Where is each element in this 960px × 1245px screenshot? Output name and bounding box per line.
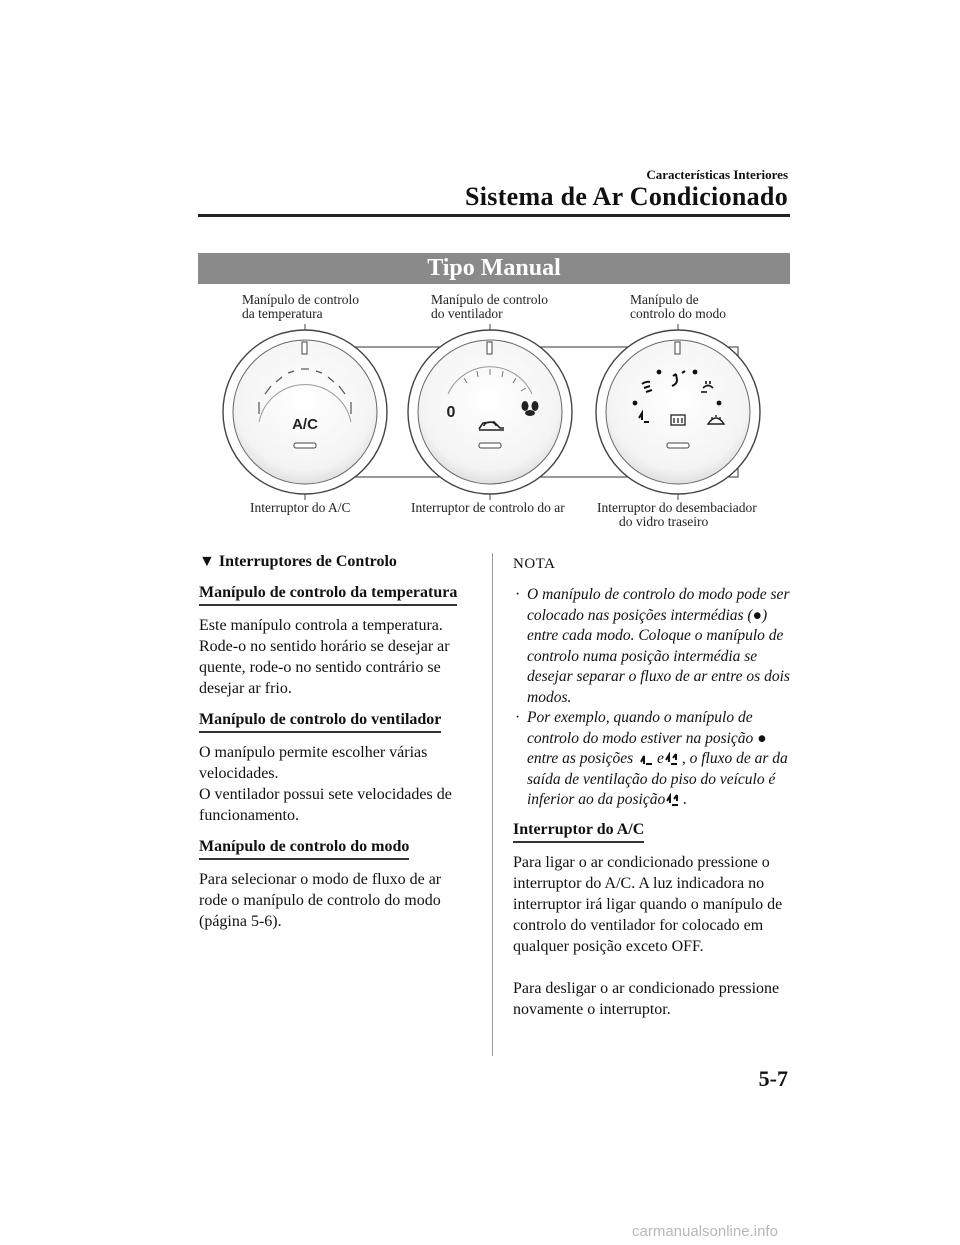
callout-fan-dial: [431, 293, 548, 321]
fan-text-1: O manípulo permite escolher várias velocidades.: [199, 744, 428, 782]
callout-temp-line2: da temperatura: [242, 306, 323, 321]
header-rule: [198, 214, 790, 217]
note1-text-b: ) entre cada modo. Coloque o manípulo de controlo numa posição intermédia se desejar separar o fluxo de ar entre os dois modos.: [527, 606, 790, 706]
note-item-2: [513, 708, 790, 811]
floor-icon: [637, 752, 653, 766]
callout-mode-line1: Manípulo de: [630, 292, 699, 307]
section-heading: [199, 551, 467, 572]
note2-text-b: entre as posições: [527, 750, 634, 767]
watermark: carmanualsonline.info: [632, 1223, 778, 1240]
callout-mode-dial: [630, 293, 726, 321]
fan-dial[interactable]: [408, 330, 572, 494]
note1-text-a: O manípulo de controlo do modo pode ser colocado nas posições intermédias (: [527, 586, 790, 624]
callout-fan-line2: do ventilador: [431, 306, 503, 321]
callout-mode-line2: controlo do modo: [630, 306, 726, 321]
callout-temp-dial: [242, 293, 359, 321]
note2-text-c: e: [656, 750, 664, 767]
ac-heading: Interruptor do A/C: [513, 819, 644, 843]
fan-off-text: 0: [446, 404, 456, 421]
ac-text-1: Para ligar o ar condicionado pressione o interruptor do A/C. A luz indicadora no interruptor irá ligar quando o manípulo de controlo do ventilador for colocado em qualquer posição exceto OFF.: [513, 853, 783, 955]
note2-text-e: .: [683, 791, 688, 808]
callout-temp-line1: Manípulo de controlo: [242, 292, 359, 307]
mode-dial[interactable]: [596, 330, 760, 494]
ac-switch[interactable]: [294, 443, 316, 448]
fan-text-2: O ventilador possui sete velocidades de funcionamento.: [199, 786, 452, 824]
callout-air-switch: Interruptor de controlo do ar: [411, 500, 565, 515]
air-recirculation-switch[interactable]: [479, 443, 501, 448]
temperature-dial[interactable]: [223, 330, 387, 494]
climate-control-panel-figure: [198, 322, 790, 504]
note2-text-d: , o fluxo de ar da saída de ventilação do piso do veículo é inferior ao da posição: [527, 750, 788, 808]
page-title: Sistema de Ar Condicionado: [465, 182, 788, 211]
figure-banner: Tipo Manual: [198, 253, 790, 284]
left-column: [199, 551, 467, 932]
floor-defrost-icon: [665, 793, 683, 807]
callout-ac-switch: Interruptor do A/C: [250, 500, 351, 515]
mode-text: Para selecionar o modo de fluxo de ar rode o manípulo de controlo do modo (página 5-6).: [199, 871, 442, 930]
callout-rear-def-line1: Interruptor do desembaciador: [597, 500, 757, 515]
mode-heading: Manípulo de controlo do modo: [199, 836, 409, 860]
ac-text: A/C: [292, 416, 318, 433]
right-column: [513, 554, 790, 1020]
note-item-1: [513, 585, 790, 708]
bullet-icon: ·: [515, 709, 521, 726]
callout-rear-defroster: [597, 501, 757, 529]
triangle-marker-icon: ▼: [199, 553, 215, 570]
section-heading-text: Interruptores de Controlo: [218, 553, 397, 570]
temp-text: Este manípulo controla a temperatura. Rode-o no sentido horário se desejar ar quente, rode-o no sentido contrário se desejar ar frio.: [199, 617, 450, 697]
ac-text-2: Para desligar o ar condicionado pressione novamente o interruptor.: [513, 979, 780, 1018]
callout-fan-line1: Manípulo de controlo: [431, 292, 548, 307]
floor-defrost-icon: [664, 752, 682, 766]
column-divider: [492, 553, 493, 1056]
running-header-section: Características Interiores: [646, 167, 788, 182]
rear-defroster-switch[interactable]: [667, 443, 689, 448]
fan-heading: Manípulo de controlo do ventilador: [199, 709, 441, 733]
bullet-icon: ·: [515, 586, 521, 603]
temp-heading: Manípulo de controlo da temperatura: [199, 582, 457, 606]
note-title: NOTA: [513, 556, 556, 572]
filled-dot-icon: ●: [757, 729, 767, 747]
page-number: 5-7: [758, 1066, 788, 1091]
filled-dot-icon: ●: [752, 606, 762, 624]
note2-text-a: Por exemplo, quando o manípulo de controlo do modo estiver na posição: [527, 709, 754, 747]
callout-rear-def-line2: do vidro traseiro: [619, 514, 709, 529]
